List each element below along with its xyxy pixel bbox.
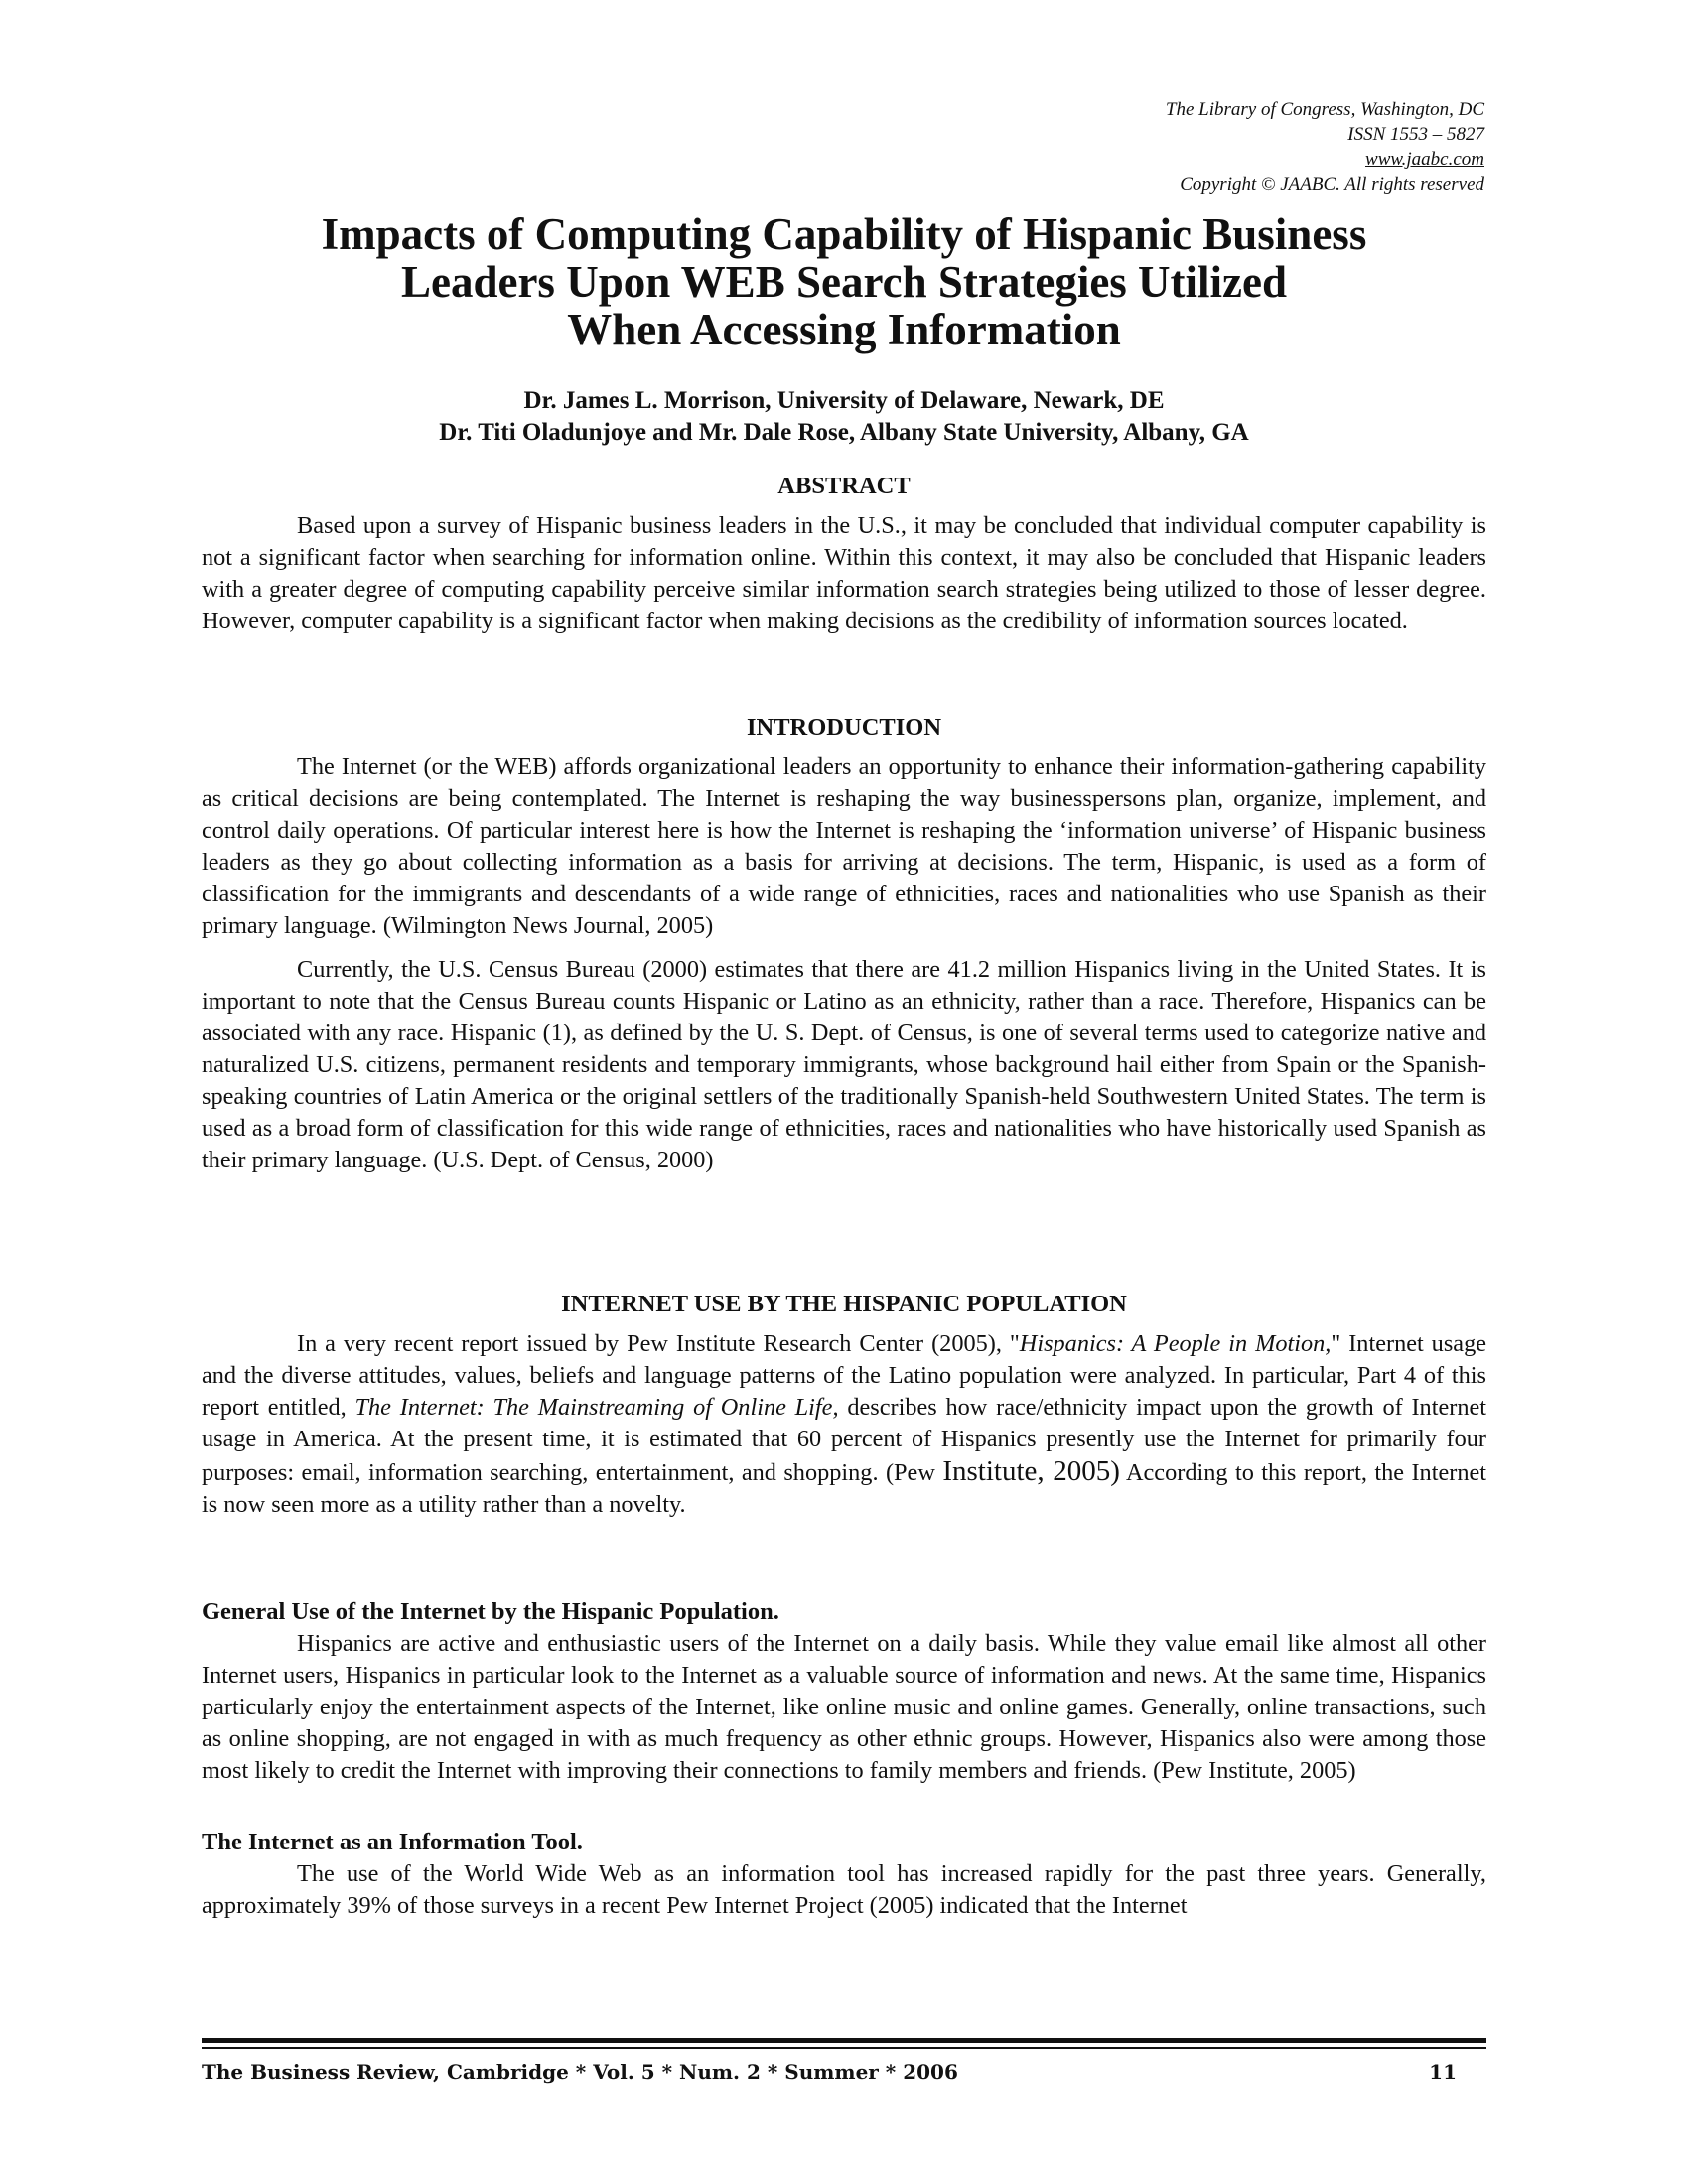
journal-citation: The Business Review, Cambridge * Vol. 5 * Num. 2 * Summer * 2006 <box>202 2060 958 2084</box>
footer-rule-thick <box>202 2038 1486 2043</box>
citation-large: Institute, 2005) <box>942 1455 1120 1487</box>
author-line-2: Dr. Titi Oladunjoye and Mr. Dale Rose, Albany State University, Albany, GA <box>439 419 1249 446</box>
part-title-italic: The Internet: The Mainstreaming of Online Life, <box>354 1394 839 1421</box>
internet-use-paragraph: In a very recent report issued by Pew Institute Research Center (2005), "Hispanics: A People in Motion," Internet usage and the diverse attitudes, values, beliefs and language patterns of the Latino population were analyzed. In particular, Part 4 of this report entitled, The Internet: The Mainstreaming of Online Life, describes how race/ethnicity impact upon the growth of Internet usage in America. At the present time, it is estimated that 60 percent of Hispanics presently use the Internet for primarily four purposes: email, information searching, entertainment, and shopping. (Pew Institute, 2005) According to this report, the Internet is now seen more as a utility rather than a novelty. <box>202 1330 1487 1518</box>
introduction-paragraph-1: The Internet (or the WEB) affords organizational leaders an opportunity to enhance their information-gathering capability as critical decisions are being contemplated. The Internet is reshaping the way businesspersons plan, organize, implement, and control daily operations. Of particular interest here is how the Internet is reshaping the ‘information universe’ of Hispanic business leaders as they go about collecting information as a basis for arriving at decisions. The term, Hispanic, is used as a form of classification for the immigrants and descendants of a wide range of ethnicities, races and nationalities who use Spanish as their primary language. (Wilmington News Journal, 2005) <box>202 753 1486 939</box>
abstract-heading: ABSTRACT <box>777 473 911 499</box>
info-tool-heading: The Internet as an Information Tool. <box>202 1829 583 1855</box>
general-use-section <box>202 1596 1486 1787</box>
library-line: The Library of Congress, Washington, DC <box>1165 99 1484 120</box>
website-link[interactable]: www.jaabc.com <box>1365 149 1484 170</box>
general-use-text: Hispanics are active and enthusiastic users of the Internet on a daily basis. While they value email like almost all other Internet users, Hispanics in particular look to the Internet as a valuable source of information and news. At the same time, Hispanics particularly enjoy the entertainment aspects of the Internet, like online music and online games. Generally, online transactions, such as online shopping, are not engaged in with as much frequency as other ethnic groups. However, Hispanics also were among those most likely to credit the Internet with improving their connections to family members and friends. (Pew Institute, 2005) <box>202 1630 1486 1784</box>
author-line-1: Dr. James L. Morrison, University of Delaware, Newark, DE <box>523 387 1165 414</box>
report-title-italic: Hispanics: A People in Motion, <box>1019 1330 1332 1357</box>
footer-rule-thin <box>202 2047 1486 2049</box>
page-number: 11 <box>1429 2060 1457 2084</box>
paper-title <box>199 210 1489 353</box>
introduction-section <box>202 712 1486 1176</box>
publication-header <box>1166 97 1484 197</box>
introduction-heading: INTRODUCTION <box>746 714 942 741</box>
introduction-paragraph-2: Currently, the U.S. Census Bureau (2000) estimates that there are 41.2 million Hispanics living in the United States. It is important to note that the Census Bureau counts Hispanic or Latino as an ethnicity, rather than a race. Therefore, Hispanics can be associated with any race. Hispanic (1), as defined by the U. S. Dept. of Census, is one of several terms used to categorize native and naturalized U.S. citizens, permanent residents and temporary immigrants, whose background hail either from Spain or the Spanish-speaking countries of Latin America or the original settlers of the traditionally Spanish-held Southwestern United States. The term is used as a broad form of classification for this wide range of ethnicities, races and nationalities who have historically used Spanish as their primary language. (U.S. Dept. of Census, 2000) <box>202 956 1486 1173</box>
title-line-2: Leaders Upon WEB Search Strategies Utilized <box>400 257 1288 307</box>
title-line-3: When Accessing Information <box>567 305 1121 354</box>
general-use-heading: General Use of the Internet by the Hispanic Population. <box>202 1598 779 1625</box>
author-block <box>199 385 1489 449</box>
internet-use-heading: INTERNET USE BY THE HISPANIC POPULATION <box>561 1291 1127 1317</box>
abstract-section <box>202 471 1486 637</box>
info-tool-section <box>202 1827 1486 1922</box>
info-tool-text: The use of the World Wide Web as an information tool has increased rapidly for the past three years. Generally, approximately 39% of those surveys in a recent Pew Internet Project (2005) indicated that the Internet <box>202 1860 1486 1919</box>
copyright-line: Copyright © JAABC. All rights reserved <box>1180 174 1484 195</box>
abstract-text: Based upon a survey of Hispanic business leaders in the U.S., it may be concluded that individual computer capability is not a significant factor when searching for information online. Within this context, it may also be concluded that Hispanic leaders with a greater degree of computing capability perceive similar information search strategies being utilized to those of lesser degree. However, computer capability is a significant factor when making decisions as the credibility of information sources located. <box>202 512 1486 634</box>
issn-line: ISSN 1553 – 5827 <box>1347 124 1484 145</box>
internet-use-section <box>202 1289 1486 1521</box>
title-line-1: Impacts of Computing Capability of Hispanic Business <box>321 209 1367 259</box>
